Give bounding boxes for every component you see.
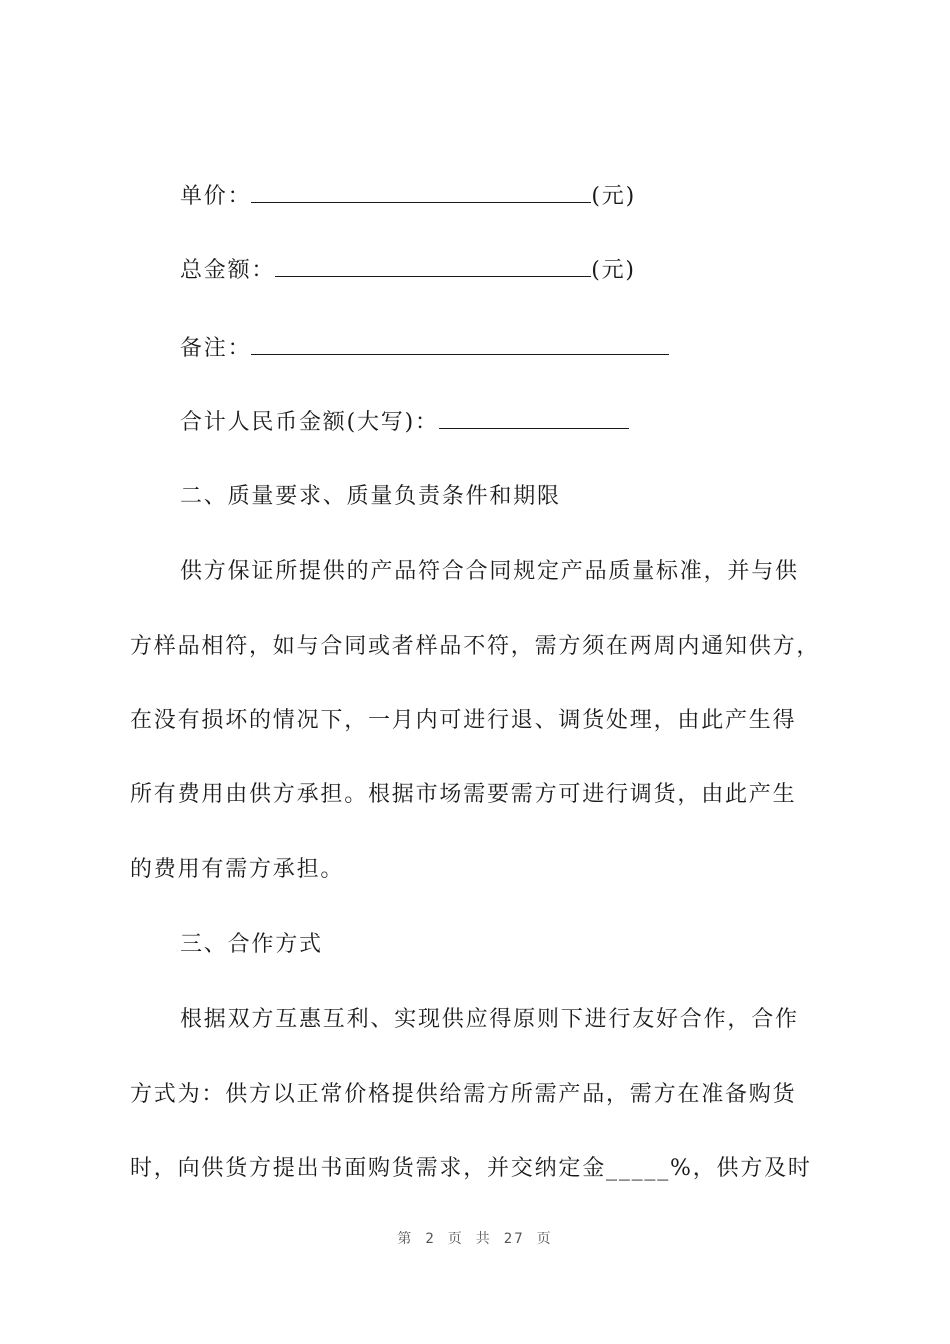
section2-line: 方样品相符，如与合同或者样品不符，需方须在两周内通知供方， (130, 634, 821, 659)
unit-price-suffix: (元) (591, 184, 636, 209)
deposit-text-before: 时，向供货方提出书面购货需求，并交纳定金 (130, 1156, 607, 1181)
footer-di: 第 (397, 1231, 414, 1247)
section3-line-deposit (130, 1154, 850, 1184)
rmb-total-label: 合计人民币金额(大写)： (180, 410, 439, 435)
section2-line: 的费用有需方承担。 (130, 857, 345, 882)
total-amount-suffix: (元) (591, 258, 636, 283)
total-amount-label: 总金额： (180, 258, 276, 283)
page-footer (0, 1228, 950, 1248)
total-amount-blank (275, 256, 591, 277)
rmb-total-blank (439, 408, 629, 429)
footer-gong: 共 (475, 1231, 492, 1247)
deposit-text-after: %，供方及时 (670, 1156, 812, 1181)
unit-price-row (130, 182, 900, 212)
section3-line: 根据双方互惠互利、实现供应得原则下进行友好合作，合作 (180, 1007, 799, 1032)
total-amount-row (130, 256, 900, 286)
deposit-percent-blank: _____ (606, 1156, 671, 1181)
footer-page-number: 2 (425, 1231, 436, 1247)
remarks-row (130, 334, 900, 364)
section2-line: 在没有损坏的情况下，一月内可进行退、调货处理，由此产生得 (130, 708, 797, 733)
section2-heading: 二、质量要求、质量负责条件和期限 (180, 484, 561, 509)
footer-ye2: 页 (536, 1231, 553, 1247)
unit-price-blank (251, 182, 591, 203)
rmb-total-row (130, 408, 900, 438)
footer-ye: 页 (447, 1231, 464, 1247)
section3-heading: 三、合作方式 (180, 932, 323, 957)
footer-total-pages: 27 (503, 1231, 525, 1247)
section2-line: 所有费用由供方承担。根据市场需要需方可进行调货，由此产生 (130, 782, 797, 807)
unit-price-label: 单价： (180, 184, 252, 209)
remarks-label: 备注： (180, 336, 252, 361)
section2-line: 供方保证所提供的产品符合合同规定产品质量标准，并与供 (180, 559, 799, 584)
section3-line: 方式为：供方以正常价格提供给需方所需产品，需方在准备购货 (130, 1082, 797, 1107)
remarks-blank (251, 334, 669, 355)
